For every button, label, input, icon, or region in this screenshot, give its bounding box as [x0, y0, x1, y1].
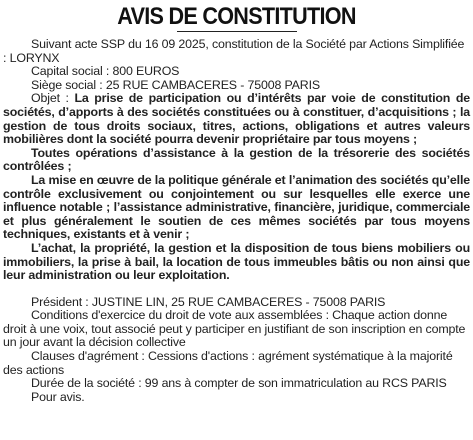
intro-text: Suivant acte SSP du 16 09 2025, constitution de la Société par Actions Simplifiée : LORYNX: [3, 37, 465, 65]
notice-title: AVIS DE CONSTITUTION: [117, 3, 356, 30]
objet-label: Objet :: [31, 91, 75, 106]
duree-text: Durée de la société : 99 ans à compter de son immatriculation au RCS PARIS: [31, 376, 447, 391]
pour-avis-text: Pour avis.: [31, 389, 85, 404]
objet-paragraph-4: L’achat, la propriété, la gestion et la disposition de tous biens mobiliers ou immobiliers, la prise à bail, la location de tous immeubles bâtis ou non ainsi que leur administration ou leur exploitation.: [3, 240, 470, 283]
capital-text: Capital social : 800 EUROS: [31, 64, 180, 79]
president-text: Président : JUSTINE LIN, 25 RUE CAMBACERES - 75008 PARIS: [31, 294, 386, 309]
title-underline: [177, 31, 297, 32]
objet-paragraph-1: [3, 92, 470, 146]
conditions-text: Conditions d'exercice du droit de vote aux assemblées : Chaque action donne droit à une voix, tout associé peut y participer en justifiant de son inscription en compte un jour avant la décision collective: [3, 308, 466, 350]
objet-text-1: La prise de participation ou d’intérêts par voie de constitution de sociétés, d’apports à des sociétés constituées ou à constituer, d’acquisitions ; la gestion de tous droits sociaux, titres, actions, obligations et autres valeurs mobilières dont la société pourra devenir propriétaire par tous moyens ;: [3, 91, 470, 147]
siege-text: Siège social : 25 RUE CAMBACERES - 75008 PARIS: [31, 77, 320, 92]
objet-paragraph-2: Toutes opérations d’assistance à la gestion de la trésorerie des sociétés contrôlées ;: [3, 145, 470, 174]
agrement-text: Clauses d'agrément : Cessions d'actions : agrément systématique à la majorité des actions: [3, 349, 453, 377]
objet-paragraph-3: La mise en œuvre de la politique générale et l’animation des sociétés qu’elle contrôle exclusivement ou conjointement ou sur lesquelles elle exerce une influence notable ; l’assistance administrative, financière, juridique, commerciale et plus généralement le soutien de ces mêmes sociétés par tous moyens techniques, existants et à venir ;: [3, 172, 470, 242]
spacer: [3, 283, 470, 296]
